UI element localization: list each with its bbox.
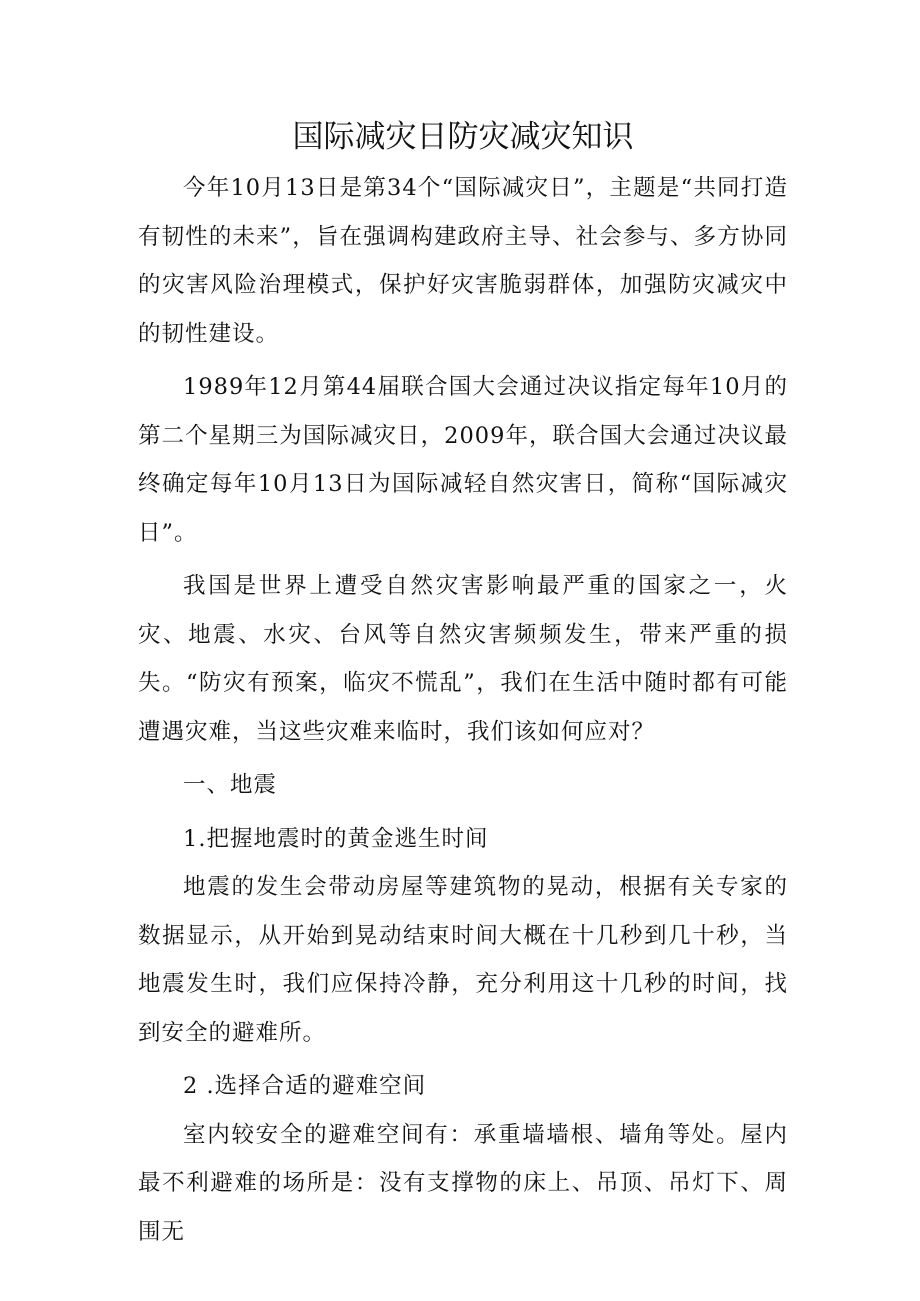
intro-paragraph: 今年10月13日是第34个“国际减灾日”，主题是“共同打造有韧性的未来”，旨在强调构建政府主导、社会参与、多方协同的灾害风险治理模式，保护好灾害脆弱群体，加强防灾减灾中的韧性建设。	[138, 175, 788, 347]
shelter-space-paragraph: 室内较安全的避难空间有：承重墙墙根、墙角等处。屋内最不利避难的场所是：没有支撑物的床上、吊顶、吊灯下、周围无	[138, 1121, 788, 1245]
section-heading-earthquake: 一、地震	[183, 772, 278, 798]
subheading-golden-time: 1.把握地震时的黄金逃生时间	[183, 825, 489, 852]
document-page	[138, 112, 788, 1256]
golden-time-paragraph: 地震的发生会带动房屋等建筑物的晃动，根据有关专家的数据显示，从开始到晃动结束时间大概在十几秒到几十秒，当地震发生时，我们应保持冷静，充分利用这十几秒的时间，找到安全的避难所。	[138, 874, 788, 1046]
history-paragraph: 1989年12月第44届联合国大会通过决议指定每年10月的第二个星期三为国际减灾日，2009年，联合国大会通过决议最终确定每年10月13日为国际减轻自然灾害日，简称“国际减灾日”。	[138, 374, 788, 546]
disaster-paragraph: 我国是世界上遭受自然灾害影响最严重的国家之一，火灾、地震、水灾、台风等自然灾害频频发生，带来严重的损失。“防灾有预案，临灾不慌乱”，我们在生活中随时都有可能遭遇灾难，当这些灾难来临时，我们该如何应对？	[138, 573, 788, 745]
subheading-shelter-space: 2 .选择合适的避难空间	[183, 1073, 427, 1099]
document-title: 国际减灾日防灾减灾知识	[292, 119, 634, 155]
